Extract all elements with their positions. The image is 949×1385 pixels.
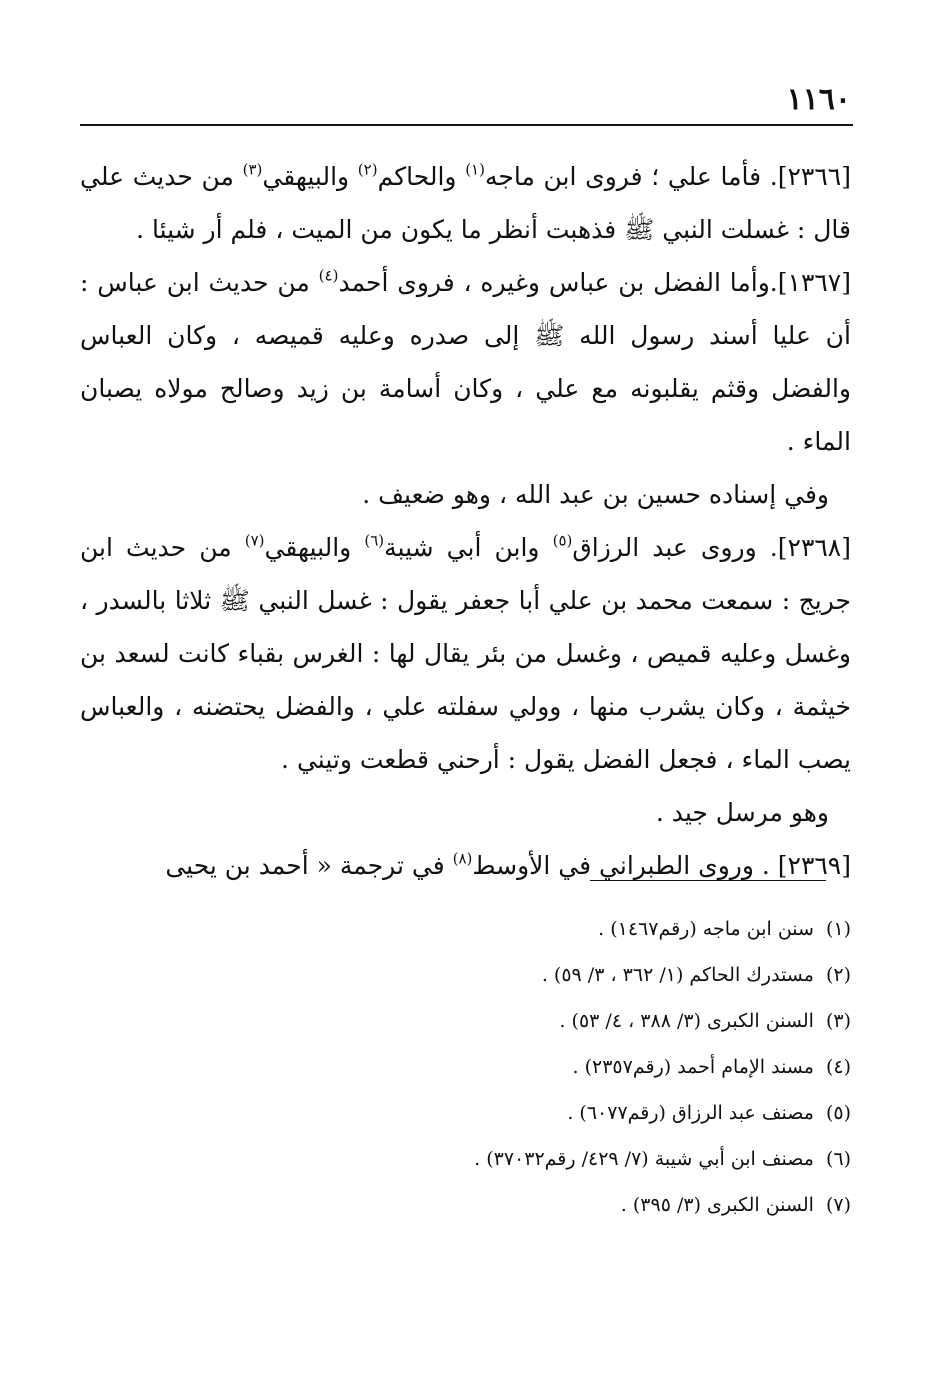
footnote-mark: (٧) xyxy=(825,1194,851,1216)
footnote-text: مصنف ابن أبي شيبة (٧/ ٤٢٩/ رقم٣٧٠٣٢) . xyxy=(474,1148,814,1170)
text-run: .وأما الفضل بن عباس وغيره ، فروى أحمد xyxy=(338,268,778,297)
footnote-mark: (٣) xyxy=(825,1010,851,1032)
text-run: والبيهقي xyxy=(262,162,358,191)
footnote-text: سنن ابن ماجه (رقم١٤٦٧) . xyxy=(598,918,814,940)
hadith-number: [٢٣٦٩] xyxy=(777,851,851,880)
footnote-text: السنن الكبرى (٣/ ٣٩٥) . xyxy=(620,1194,814,1216)
footnote xyxy=(120,906,851,952)
footnote xyxy=(120,1136,851,1182)
text-run: . وروى عبد الرزاق xyxy=(572,533,778,562)
hadith-number: [٢٣٦٦] xyxy=(777,162,851,191)
footnotes-list xyxy=(120,906,851,1228)
footnote xyxy=(120,998,851,1044)
main-text xyxy=(80,150,851,892)
text-run: في ترجمة « أحمد بن يحيى xyxy=(165,851,453,880)
footnote-ref[interactable]: (٨) xyxy=(452,849,473,868)
footnote-ref[interactable]: (٥) xyxy=(552,531,573,550)
footnote-text: مصنف عبد الرزاق (رقم٦٠٧٧) . xyxy=(567,1102,814,1124)
text-run: وهو مرسل جيد . xyxy=(655,798,829,827)
footnote xyxy=(120,1090,851,1136)
footnote-mark: (١) xyxy=(825,918,851,940)
text-run: من حديث علي قال : غسلت النبي ﷺ فذهبت أنظر ما يكون من الميت ، فلم أر شيئا . xyxy=(80,162,851,244)
text-run: وابن أبي شيبة xyxy=(384,533,553,562)
paragraph xyxy=(80,786,851,839)
footnote-mark: (٤) xyxy=(825,1056,851,1078)
footnote-mark: (٦) xyxy=(825,1148,851,1170)
footnote-ref[interactable]: (٦) xyxy=(364,531,385,550)
footnote-text: مستدرك الحاكم (١/ ٣٦٢ ، ٣/ ٥٩) . xyxy=(541,964,814,986)
paragraph xyxy=(80,150,851,256)
footnote xyxy=(120,1182,851,1228)
paragraph xyxy=(80,521,851,786)
footnote xyxy=(120,952,851,998)
hadith-number: [١٣٦٧] xyxy=(777,268,851,297)
text-run: والبيهقي xyxy=(264,533,365,562)
text-run: . وروى الطبراني في الأوسط xyxy=(472,851,778,880)
text-run: . فأما علي ؛ فروى ابن ماجه xyxy=(484,162,778,191)
footnote-ref[interactable]: (٤) xyxy=(318,266,339,285)
footnote-ref[interactable]: (٧) xyxy=(244,531,265,550)
text-run: من حديث ابن جريج : سمعت محمد بن علي أبا جعفر يقول : غسل النبي ﷺ ثلاثا بالسدر ، وغسل وعليه قميص ، وغسل من بئر يقال لها : الغرس بقباء كانت لسعد بن خيثمة ، وكان يشرب منها ، وولي سفلته علي ، والفضل يحتضنه ، والعباس يصب الماء ، فجعل الفضل يقول : أرحني قطعت وتيني . xyxy=(80,533,851,774)
page-number: ١١٦٠ xyxy=(786,82,851,117)
header-rule xyxy=(80,124,853,126)
text-run: وفي إسناده حسين بن عبد الله ، وهو ضعيف . xyxy=(362,480,829,509)
footnote-mark: (٢) xyxy=(825,964,851,986)
text-run: من حديث ابن عباس : أن عليا أسند رسول الله ﷺ إلى صدره وعليه قميصه ، وكان العباس والفضل وقثم يقلبونه مع علي ، وكان أسامة بن زيد وصالح مولاه يصبان الماء . xyxy=(80,268,851,456)
footnote-separator xyxy=(590,880,826,881)
paragraph xyxy=(80,839,851,892)
footnote-mark: (٥) xyxy=(825,1102,851,1124)
text-run: والحاكم xyxy=(377,162,466,191)
footnote-ref[interactable]: (١) xyxy=(465,160,485,179)
footnote-ref[interactable]: (٣) xyxy=(242,160,263,179)
paragraph xyxy=(80,256,851,468)
footnote-text: مسند الإمام أحمد (رقم٢٣٥٧) . xyxy=(572,1056,814,1078)
paragraph xyxy=(80,468,851,521)
footnote-text: السنن الكبرى (٣/ ٣٨٨ ، ٤/ ٥٣) . xyxy=(559,1010,814,1032)
footnote-ref[interactable]: (٢) xyxy=(357,160,378,179)
hadith-number: [٢٣٦٨] xyxy=(777,533,851,562)
footnote xyxy=(120,1044,851,1090)
